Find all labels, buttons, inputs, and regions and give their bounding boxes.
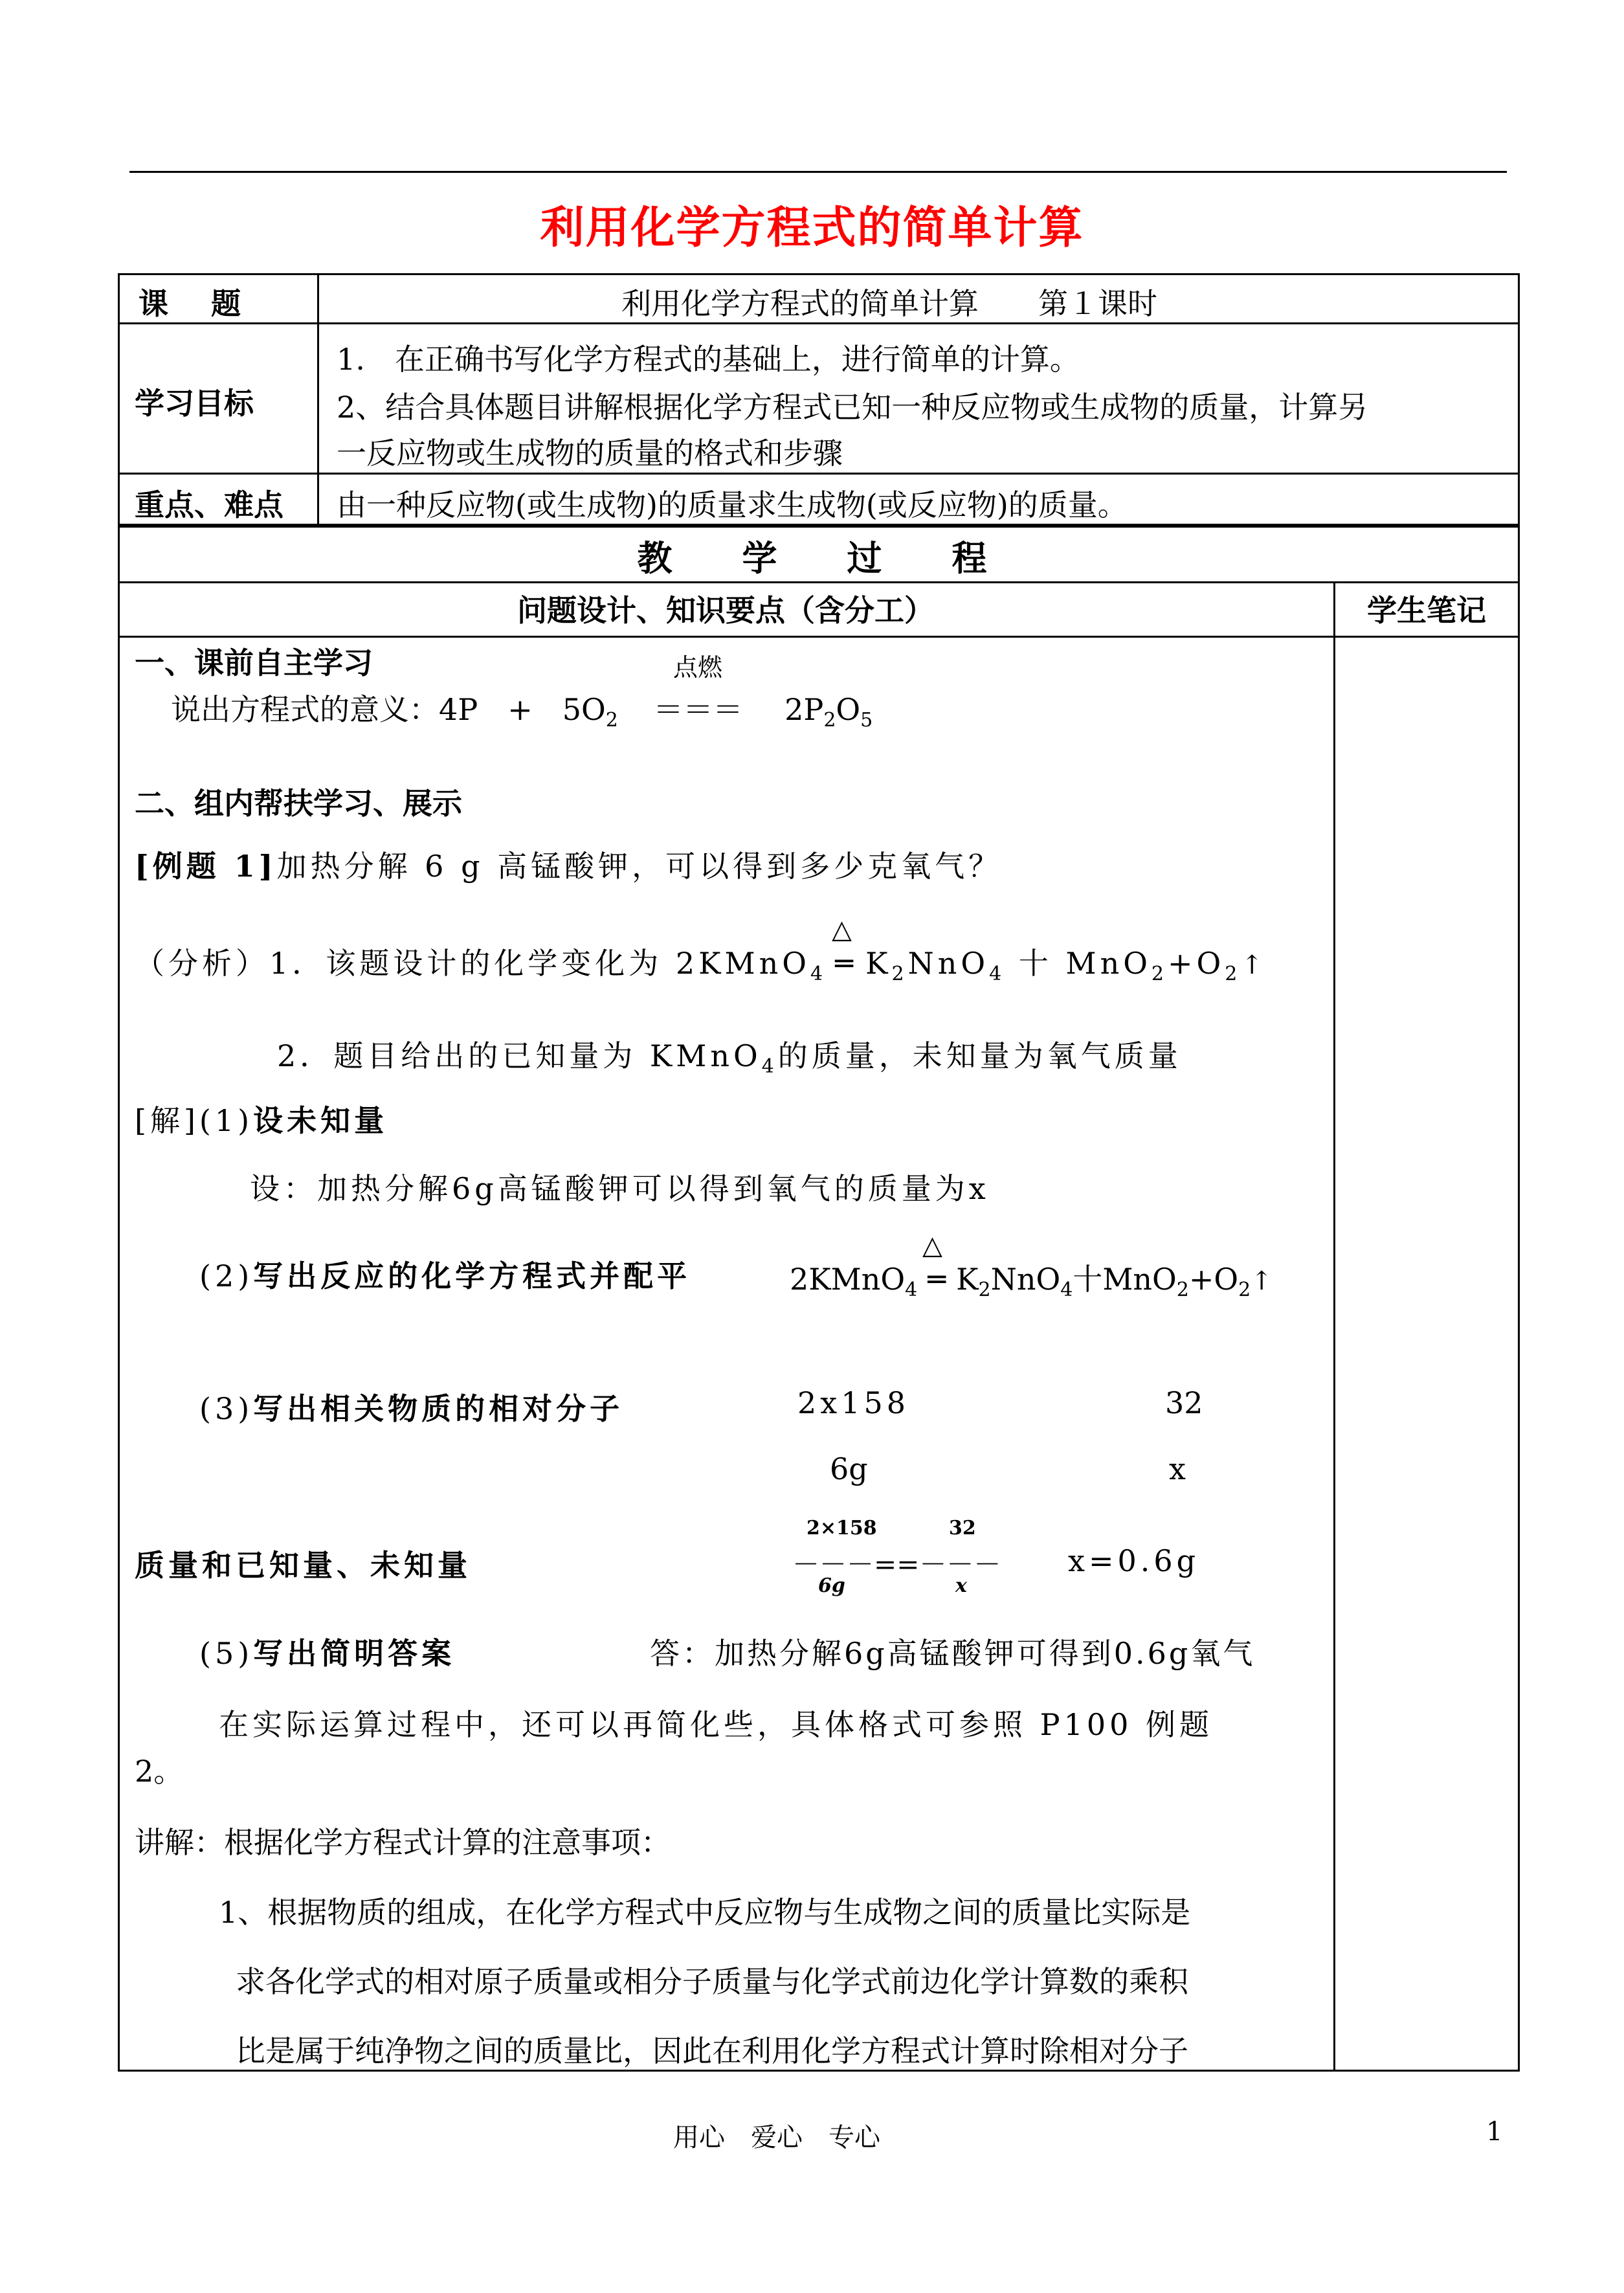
solve-step-3: (3)写出相关物质的相对分子 bbox=[199, 1391, 624, 1426]
fraction-left-den: 6g bbox=[818, 1574, 845, 1597]
note-1-line-3: 比是属于纯净物之间的质量比，因此在利用化学方程式计算时除相对分子 bbox=[236, 2033, 1188, 2068]
fraction-right-num: 32 bbox=[949, 1517, 976, 1539]
analysis-2: 2．题目给出的已知量为 KMnO$_4$的质量，未知量为氧气质量 bbox=[277, 1038, 1182, 1079]
equation-1: 说出方程式的意义：4P + $5O_2$ ＝＝＝ $2P_2O_5$ bbox=[171, 692, 873, 732]
fraction-right-den: x bbox=[955, 1574, 967, 1597]
process-heading: 教 学 过 程 bbox=[637, 537, 987, 579]
focus-label: 重点、难点 bbox=[135, 487, 284, 522]
solve-step-5: (5)写出简明答案 bbox=[199, 1636, 456, 1671]
note-1-line-2: 求各化学式的相对原子质量或相分子质量与化学式前边化学计算数的乘积 bbox=[236, 1964, 1188, 1999]
page-number: 1 bbox=[1486, 2117, 1503, 2147]
column-main: 问题设计、知识要点（含分工） bbox=[517, 593, 934, 628]
top-rule bbox=[129, 171, 1507, 173]
ignite-label: 点燃 bbox=[673, 653, 723, 682]
note-1-line-1: 1、根据物质的组成，在化学方程式中反应物与生成物之间的质量比实际是 bbox=[219, 1895, 1191, 1930]
solve-step-1: [解](1)设未知量 bbox=[135, 1103, 388, 1138]
goal-2-line1: 2、结合具体题目讲解根据化学方程式已知一种反应物或生成物的质量，计算另 bbox=[337, 390, 1368, 425]
page-title: 利用化学方程式的简单计算 bbox=[540, 202, 1084, 254]
unknown-mass: x bbox=[1169, 1451, 1186, 1486]
solve-step-4: 质量和已知量、未知量 bbox=[135, 1548, 471, 1583]
relative-mass-right: 32 bbox=[1165, 1385, 1203, 1420]
equation-2: 2KMnO$_4$ △ ═ $K_2NnO_4$十$MnO_2+O_2↑$ bbox=[790, 1231, 1273, 1302]
section-2-heading: 二、组内帮扶学习、展示 bbox=[135, 786, 462, 821]
topic-label: 课 题 bbox=[139, 286, 247, 321]
goals-label: 学习目标 bbox=[135, 386, 254, 421]
goal-1: 1. 在正确书写化学方程式的基础上，进行简单的计算。 bbox=[337, 342, 1080, 377]
fraction-bar: －－－==－－－ bbox=[792, 1549, 1001, 1580]
simplify-line-1: 在实际运算过程中，还可以再简化些，具体格式可参照 P100 例题 bbox=[219, 1707, 1213, 1742]
result: x=0.6g bbox=[1068, 1543, 1200, 1578]
notes-heading: 讲解：根据化学方程式计算的注意事项： bbox=[135, 1825, 671, 1860]
relative-mass-left: 2x158 bbox=[797, 1385, 910, 1420]
example-1: [例题 1]加热分解 6 g 高锰酸钾，可以得到多少克氧气？ bbox=[135, 849, 1003, 884]
simplify-line-2: 2。 bbox=[135, 1754, 184, 1789]
column-notes: 学生笔记 bbox=[1367, 593, 1486, 628]
fraction-left-num: 2×158 bbox=[806, 1517, 877, 1539]
footer-slogan: 用心 爱心 专心 bbox=[673, 2123, 880, 2153]
known-mass: 6g bbox=[830, 1451, 868, 1486]
goal-2-line2: 一反应物或生成物的质量的格式和步骤 bbox=[337, 436, 843, 471]
analysis-1: （分析）1．该题设计的化学变化为 2KMnO$_4$ △ ═ $K_2NnO_4$ 十 $MnO_2+O_2↑$ bbox=[135, 915, 1267, 986]
topic-value: 利用化学方程式的简单计算 第１课时 bbox=[621, 286, 1157, 321]
solve-step-2: (2)写出反应的化学方程式并配平 bbox=[199, 1258, 691, 1293]
assumption: 设：加热分解6g高锰酸钾可以得到氧气的质量为x bbox=[250, 1171, 990, 1206]
answer: 答：加热分解6g高锰酸钾可得到0.6g氧气 bbox=[650, 1636, 1256, 1671]
section-1-heading: 一、课前自主学习 bbox=[135, 645, 373, 680]
focus-value: 由一种反应物(或生成物)的质量求生成物(或反应物)的质量。 bbox=[337, 487, 1128, 522]
